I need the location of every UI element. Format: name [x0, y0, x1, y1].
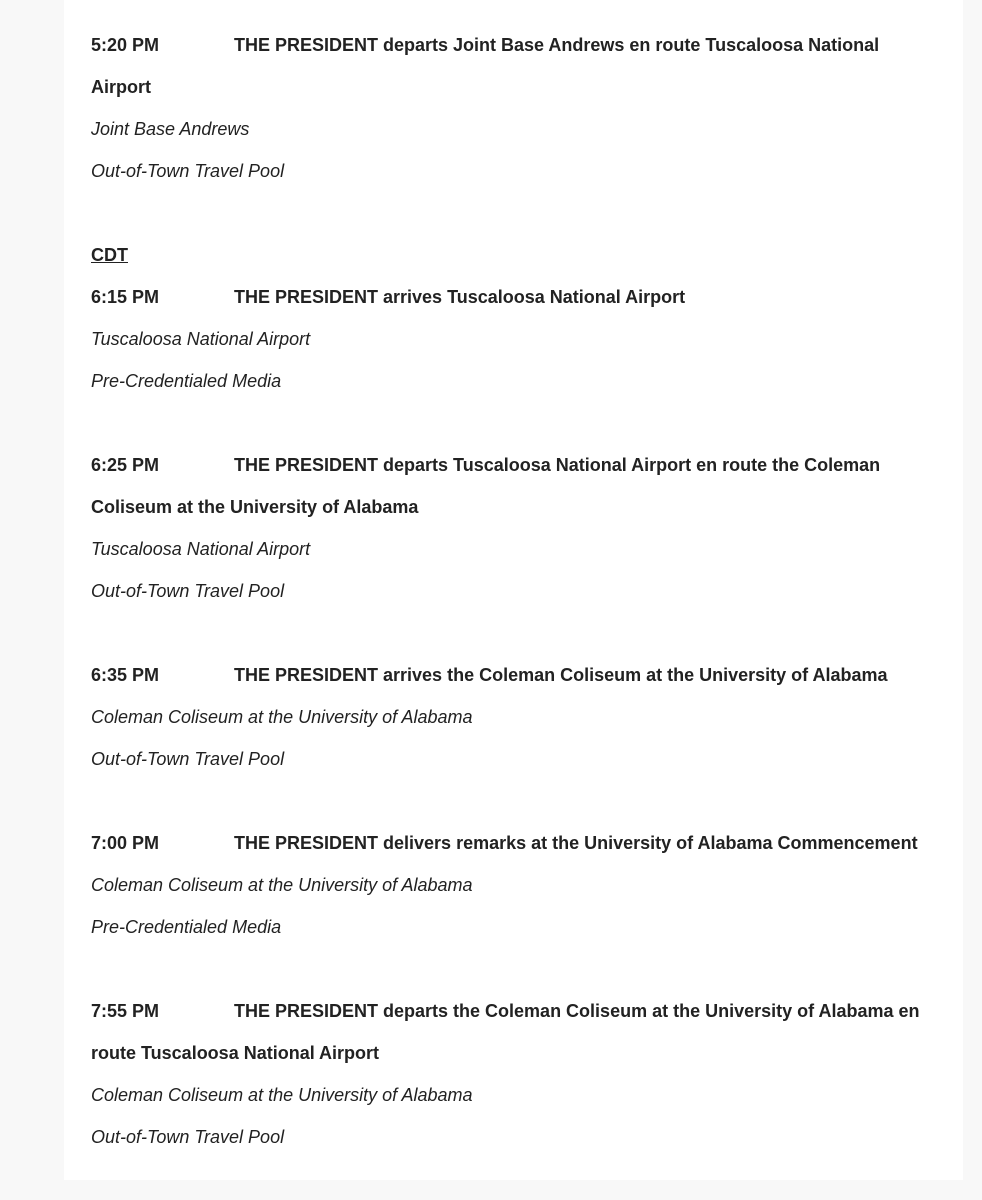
- schedule-event: [91, 654, 931, 780]
- event-time: 6:35 PM: [91, 665, 160, 685]
- event-time: 5:20 PM: [91, 35, 160, 55]
- event-location: Coleman Coliseum at the University of Alabama: [91, 1085, 473, 1105]
- event-coverage: Out-of-Town Travel Pool: [91, 581, 285, 601]
- event-coverage: Pre-Credentialed Media: [91, 917, 282, 937]
- event-time: 7:55 PM: [91, 1001, 160, 1021]
- schedule-event: [91, 990, 931, 1158]
- schedule-event: [91, 24, 931, 192]
- event-location: Coleman Coliseum at the University of Alabama: [91, 875, 473, 895]
- event-description: THE PRESIDENT departs Tuscaloosa National Airport en route the Coleman Coliseum at the University of Alabama: [91, 455, 881, 517]
- event-coverage: Pre-Credentialed Media: [91, 371, 282, 391]
- schedule-content: [91, 24, 931, 1200]
- event-headline: [91, 276, 931, 318]
- event-location: Coleman Coliseum at the University of Alabama: [91, 707, 473, 727]
- event-time: 6:25 PM: [91, 455, 160, 475]
- event-headline: [91, 990, 931, 1074]
- event-coverage: Out-of-Town Travel Pool: [91, 749, 285, 769]
- event-headline: [91, 444, 931, 528]
- schedule-page: [64, 0, 963, 1180]
- event-description: THE PRESIDENT departs Joint Base Andrews en route Tuscaloosa National Airport: [91, 35, 880, 97]
- schedule-event: [91, 276, 931, 402]
- event-location: Tuscaloosa National Airport: [91, 329, 311, 349]
- timezone-heading: CDT: [91, 245, 128, 265]
- event-location: Tuscaloosa National Airport: [91, 539, 311, 559]
- event-location: Joint Base Andrews: [91, 119, 250, 139]
- event-time: 6:15 PM: [91, 287, 160, 307]
- event-headline: [91, 24, 931, 108]
- event-coverage: Out-of-Town Travel Pool: [91, 1127, 285, 1147]
- event-description: THE PRESIDENT arrives the Coleman Coliseum at the University of Alabama: [234, 665, 888, 685]
- event-description: THE PRESIDENT arrives Tuscaloosa National Airport: [234, 287, 686, 307]
- event-time: 7:00 PM: [91, 833, 160, 853]
- event-description: THE PRESIDENT delivers remarks at the University of Alabama Commencement: [234, 833, 918, 853]
- schedule-event: [91, 444, 931, 612]
- schedule-event: [91, 822, 931, 948]
- event-headline: [91, 822, 931, 864]
- event-coverage: Out-of-Town Travel Pool: [91, 161, 285, 181]
- event-headline: [91, 654, 931, 696]
- event-description: THE PRESIDENT departs the Coleman Coliseum at the University of Alabama en route Tuscaloosa National Airport: [91, 1001, 920, 1063]
